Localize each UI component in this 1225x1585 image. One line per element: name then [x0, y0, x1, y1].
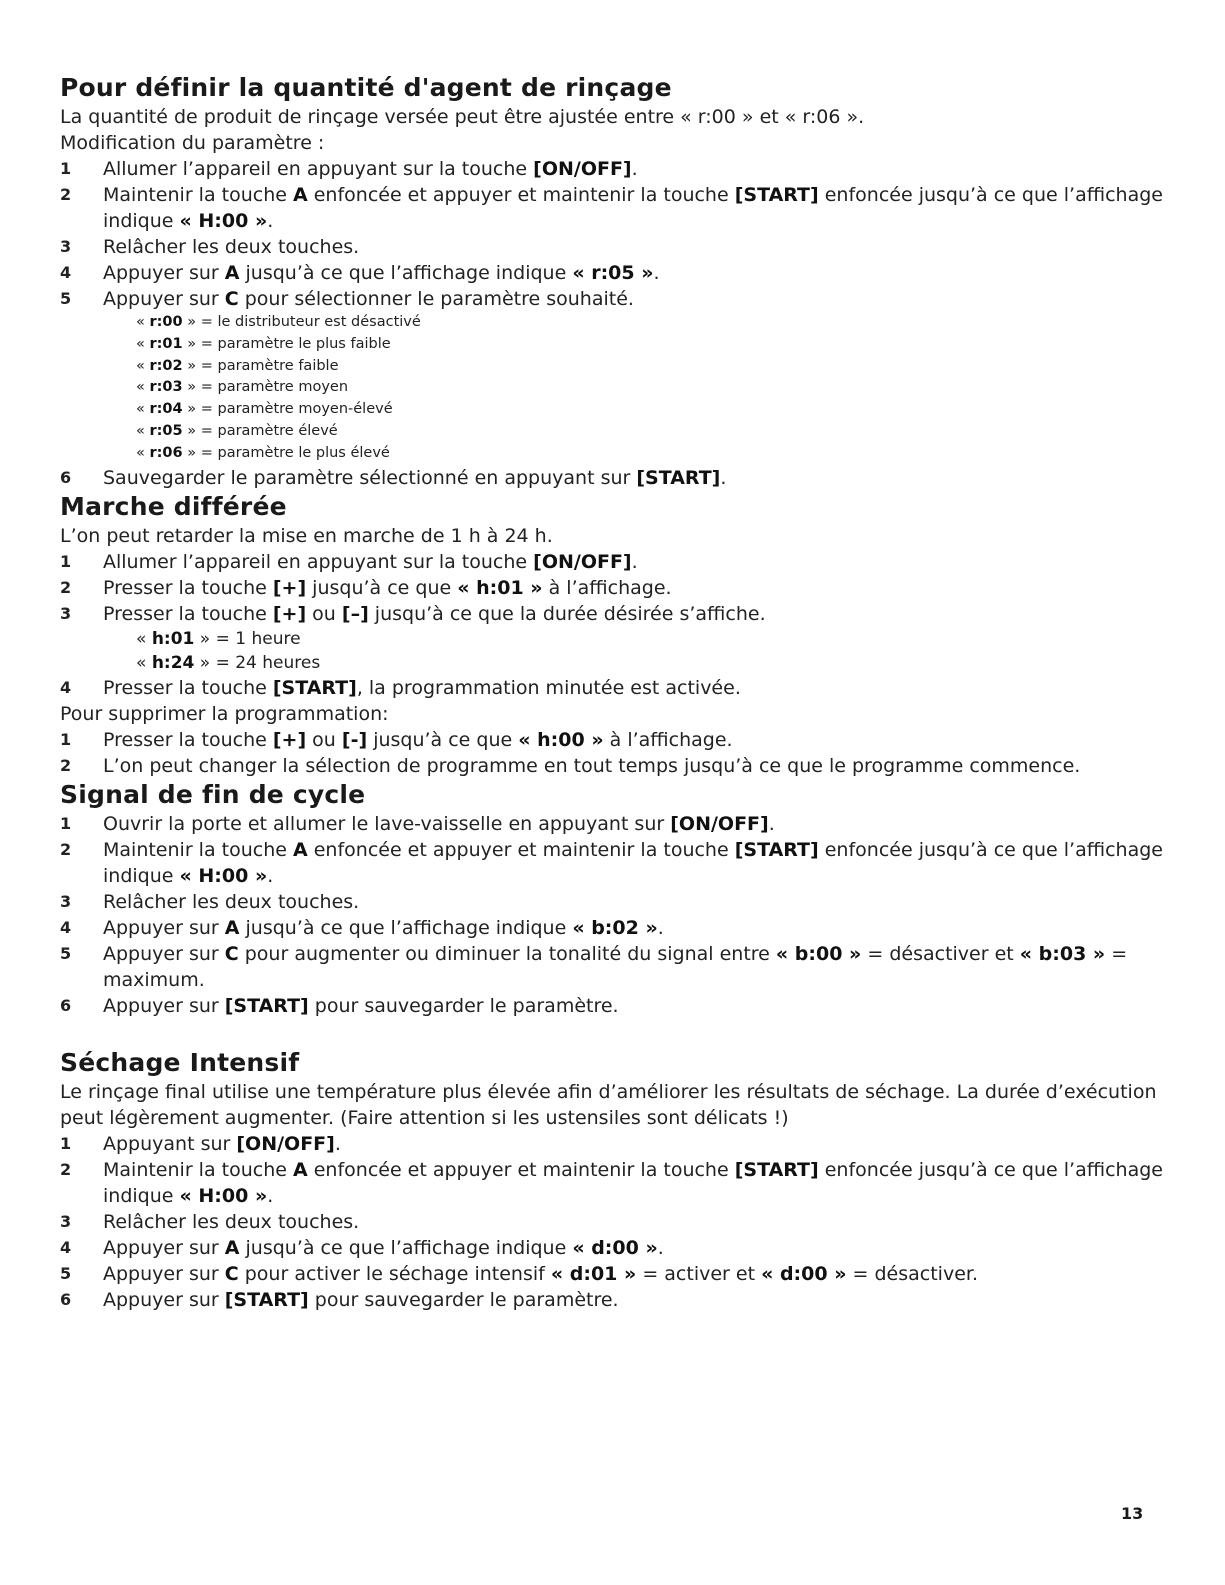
step-text: . [657, 1236, 664, 1259]
delayed-start-section [60, 491, 1170, 779]
step-text: pour sauvegarder le paramètre. [308, 1288, 619, 1311]
step-item [60, 286, 1170, 312]
key-label: [–] [341, 602, 369, 625]
display-code: « H:00 » [179, 1184, 268, 1207]
key-label: C [224, 288, 239, 310]
option-code: r:00 [149, 314, 183, 330]
key-label: [+] [272, 728, 307, 751]
step-text: enfoncée et appuyer et maintenir la touche [307, 184, 735, 206]
option-desc: paramètre le plus faible [217, 335, 391, 352]
step-item [60, 156, 1170, 182]
step-text: Ouvrir la porte et allumer le lave-vaisselle en appuyant sur [103, 812, 671, 835]
step-text: Maintenir la touche [103, 1158, 293, 1181]
key-label: [+] [272, 576, 307, 599]
step-text: = activer et [636, 1262, 762, 1285]
step-number: 1 [60, 813, 72, 833]
key-label: A [224, 916, 240, 939]
steps-list [60, 811, 1170, 1019]
step-item [60, 675, 1170, 701]
option-code: h:24 [151, 652, 195, 673]
step-text: . [631, 158, 638, 180]
option-code: r:03 [149, 379, 183, 396]
option-desc: le distributeur est désactivé [217, 314, 421, 330]
key-label: [START] [636, 466, 721, 489]
step-text: pour augmenter ou diminuer la tonalité du signal entre [238, 942, 776, 965]
end-signal-section [60, 779, 1170, 1019]
step-text: . [267, 1184, 274, 1207]
step-text: jusqu’à ce que [306, 576, 458, 599]
step-text: ou [306, 728, 342, 751]
step-text: Allumer l’appareil en appuyant sur la touche [103, 550, 534, 573]
step-text: Presser la touche [103, 728, 273, 751]
display-code: « b:03 » [1019, 942, 1106, 965]
step-item [60, 182, 1170, 234]
step-text: , la programmation minutée est activée. [356, 676, 741, 699]
step-number: 5 [60, 943, 72, 963]
option-desc: paramètre le plus élevé [217, 444, 390, 461]
sub-heading: Pour supprimer la programmation: [60, 702, 389, 725]
step-item [60, 260, 1170, 286]
step-text: Appuyer sur [103, 916, 225, 939]
step-text: Relâcher les deux touches. [103, 1210, 360, 1233]
steps-list [60, 675, 1170, 701]
page-number: 13 [1121, 1504, 1144, 1523]
step-item [60, 1235, 1170, 1261]
step-item [60, 753, 1170, 779]
steps-list [60, 156, 1170, 312]
display-code: « d:01 » [550, 1262, 637, 1285]
intro-text: Le rinçage final utilise une température plus élevée afin d’améliorer les résultats de séchage. La durée d’exécution peut légèrement augmenter. (Faire attention si les ustensiles sont délicats !) [60, 1080, 1157, 1129]
section-title: Séchage Intensif [60, 1047, 300, 1077]
display-code: « H:00 » [179, 210, 268, 232]
step-text: enfoncée jusqu’à ce que l’affichage indique [103, 1158, 1163, 1207]
step-text: enfoncée et appuyer et maintenir la touche [307, 1158, 735, 1181]
key-label: [START] [224, 994, 309, 1017]
step-text: ou [306, 602, 342, 625]
step-text: . [334, 1132, 341, 1155]
step-item [60, 575, 1170, 601]
steps-list [60, 1131, 1170, 1313]
step-item [60, 601, 1170, 627]
display-code: « h:00 » [518, 728, 604, 751]
step-item [60, 993, 1170, 1019]
option-desc: paramètre moyen [217, 379, 349, 396]
step-number: 5 [60, 289, 72, 308]
section-spacer [60, 1019, 1170, 1047]
key-label: [ON/OFF] [533, 158, 632, 180]
step-number: 6 [60, 995, 72, 1015]
option-item: « h:01 » = 1 heure [136, 628, 301, 649]
step-text: jusqu’à ce que l’affichage indique [239, 262, 573, 284]
step-text: Maintenir la touche [103, 184, 293, 206]
step-number: 3 [60, 237, 72, 256]
option-code: r:06 [149, 444, 183, 461]
step-text: Sauvegarder le paramètre sélectionné en appuyant sur [103, 466, 637, 489]
step-item [60, 727, 1170, 753]
key-label: A [224, 262, 240, 284]
step-text: Relâcher les deux touches. [103, 890, 360, 913]
step-text: à l’affichage. [603, 728, 733, 751]
key-label: C [224, 942, 239, 965]
option-item: « r:05 » = paramètre élevé [136, 422, 338, 439]
step-text: = maximum. [103, 942, 1128, 991]
key-label: C [224, 1262, 239, 1285]
step-number: 3 [60, 1211, 72, 1231]
step-text: L’on peut changer la sélection de programme en tout temps jusqu’à ce que le programme commence. [103, 754, 1081, 777]
option-code: r:02 [149, 357, 183, 374]
step-item [60, 1157, 1170, 1209]
display-code: « d:00 » [761, 1262, 847, 1285]
key-label: A [292, 1158, 308, 1181]
option-list [136, 312, 1170, 465]
display-code: « r:05 » [572, 262, 654, 284]
step-number: 5 [60, 1263, 72, 1283]
option-code: h:01 [151, 628, 195, 649]
option-code: r:04 [149, 401, 183, 418]
key-label: [START] [734, 184, 819, 206]
step-item [60, 811, 1170, 837]
step-item [60, 941, 1170, 993]
key-label: A [224, 1236, 240, 1259]
step-number: 1 [60, 159, 72, 178]
key-label: A [292, 838, 308, 861]
step-text: . [720, 466, 727, 489]
step-text: jusqu’à ce que l’affichage indique [239, 1236, 573, 1259]
step-text: . [267, 864, 274, 887]
manual-page [60, 72, 1170, 1313]
option-item: « r:06 » = paramètre le plus élevé [136, 444, 390, 461]
sub-heading: Modification du paramètre : [60, 132, 325, 154]
step-item [60, 234, 1170, 260]
step-text: Appuyer sur [103, 994, 225, 1017]
step-text: Presser la touche [103, 676, 273, 699]
option-item: « r:04 » = paramètre moyen-élevé [136, 401, 393, 418]
step-text: Allumer l’appareil en appuyant sur la touche [103, 158, 534, 180]
step-text: à l’affichage. [542, 576, 672, 599]
key-label: [START] [734, 838, 819, 861]
step-text: = désactiver et [861, 942, 1020, 965]
step-number: 2 [60, 1159, 72, 1179]
step-item [60, 1287, 1170, 1313]
option-desc: paramètre moyen-élevé [217, 401, 393, 418]
steps-list [60, 727, 1170, 779]
display-code: « d:00 » [572, 1236, 658, 1259]
step-text: pour sélectionner le paramètre souhaité. [238, 288, 634, 310]
step-number: 1 [60, 1133, 72, 1153]
step-number: 4 [60, 263, 72, 282]
step-item [60, 915, 1170, 941]
step-text: pour activer le séchage intensif [238, 1262, 551, 1285]
step-text: enfoncée jusqu’à ce que l’affichage indique [103, 838, 1163, 887]
step-item [60, 1209, 1170, 1235]
step-text: . [267, 210, 274, 232]
option-item: « r:02 » = paramètre faible [136, 357, 339, 374]
step-text: . [657, 916, 664, 939]
key-label: [START] [272, 676, 357, 699]
key-label: [START] [224, 1288, 309, 1311]
step-text: pour sauvegarder le paramètre. [308, 994, 619, 1017]
step-number: 2 [60, 577, 72, 597]
display-code: « b:02 » [572, 916, 658, 939]
intensive-drying-section [60, 1047, 1170, 1313]
step-item [60, 465, 1170, 491]
step-number: 4 [60, 917, 72, 937]
step-text: jusqu’à ce que l’affichage indique [239, 916, 573, 939]
option-item: « r:03 » = paramètre moyen [136, 379, 349, 396]
step-text: . [631, 550, 638, 573]
step-text: Relâcher les deux touches. [103, 236, 360, 258]
step-number: 2 [60, 755, 72, 775]
step-number: 6 [60, 467, 72, 487]
key-label: [-] [341, 728, 368, 751]
step-item [60, 889, 1170, 915]
key-label: A [292, 184, 308, 206]
step-item [60, 549, 1170, 575]
display-code: « H:00 » [179, 864, 268, 887]
step-item [60, 1261, 1170, 1287]
section-title: Marche différée [60, 491, 287, 521]
step-text: Appuyer sur [103, 942, 225, 965]
step-text: jusqu’à ce que la durée désirée s’affiche. [368, 602, 766, 625]
steps-list [60, 549, 1170, 627]
step-text: . [653, 262, 660, 284]
step-text: Appuyer sur [103, 1262, 225, 1285]
step-text: Appuyer sur [103, 262, 225, 284]
step-text: Presser la touche [103, 602, 273, 625]
step-number: 1 [60, 729, 72, 749]
step-number: 2 [60, 839, 72, 859]
rinse-agent-section [60, 72, 1170, 491]
key-label: [START] [734, 1158, 819, 1181]
step-text: enfoncée jusqu’à ce que l’affichage indique [103, 184, 1163, 232]
display-code: « b:00 » [775, 942, 862, 965]
key-label: [ON/OFF] [670, 812, 769, 835]
section-title: Signal de fin de cycle [60, 779, 366, 809]
step-item [60, 1131, 1170, 1157]
option-desc: 1 heure [235, 628, 301, 649]
key-label: [+] [272, 602, 307, 625]
key-label: [ON/OFF] [533, 550, 632, 573]
step-text: Appuyant sur [103, 1132, 237, 1155]
step-text: . [768, 812, 775, 835]
step-item [60, 837, 1170, 889]
step-number: 4 [60, 1237, 72, 1257]
option-code: r:01 [149, 335, 183, 352]
step-text: jusqu’à ce que [367, 728, 519, 751]
step-text: Appuyer sur [103, 1236, 225, 1259]
step-number: 2 [60, 185, 72, 204]
step-text: Presser la touche [103, 576, 273, 599]
intro-text: L’on peut retarder la mise en marche de 1 h à 24 h. [60, 524, 553, 547]
step-text: Maintenir la touche [103, 838, 293, 861]
option-desc: paramètre élevé [217, 422, 338, 439]
option-desc: 24 heures [235, 652, 321, 673]
step-text: Appuyer sur [103, 288, 225, 310]
option-item: « r:00 » = le distributeur est désactivé [136, 314, 421, 330]
option-item: « r:01 » = paramètre le plus faible [136, 335, 391, 352]
step-text: = désactiver. [846, 1262, 978, 1285]
key-label: [ON/OFF] [236, 1132, 335, 1155]
step-number: 6 [60, 1289, 72, 1309]
step-text: Appuyer sur [103, 1288, 225, 1311]
step-number: 4 [60, 677, 72, 697]
step-number: 3 [60, 891, 72, 911]
display-code: « h:01 » [457, 576, 543, 599]
section-title: Pour définir la quantité d'agent de rinçage [60, 73, 672, 102]
intro-text: La quantité de produit de rinçage versée peut être ajustée entre « r:00 » et « r:06 ». [60, 106, 865, 128]
option-item: « h:24 » = 24 heures [136, 652, 321, 673]
steps-list [60, 465, 1170, 491]
step-number: 1 [60, 551, 72, 571]
step-text: enfoncée et appuyer et maintenir la touche [307, 838, 735, 861]
step-number: 3 [60, 603, 72, 623]
option-code: r:05 [149, 422, 183, 439]
option-desc: paramètre faible [217, 357, 339, 374]
option-list [136, 627, 1170, 675]
